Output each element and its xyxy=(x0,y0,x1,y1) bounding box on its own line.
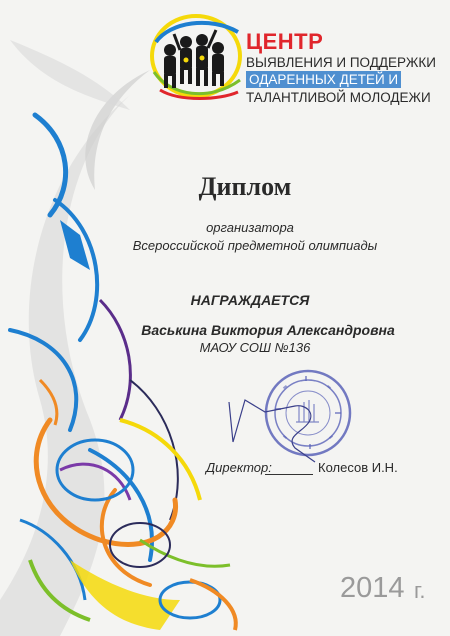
recipient-school: МАОУ СОШ №136 xyxy=(199,340,311,355)
logo-line-3: ОДАРЕННЫХ ДЕТЕЙ И xyxy=(246,71,401,88)
recipient-name: Васькина Виктория Александровна xyxy=(141,322,395,338)
signature-line xyxy=(265,474,313,475)
director-label: Директор: xyxy=(206,460,272,475)
year-suffix: г. xyxy=(414,578,426,603)
logo-title: ЦЕНТР xyxy=(246,29,324,54)
year-number: 2014 xyxy=(340,572,405,604)
organization-logo xyxy=(150,12,450,104)
blue-arc xyxy=(35,115,66,215)
logo-text-block xyxy=(246,30,436,106)
award-label: НАГРАЖДАЕТСЯ xyxy=(190,292,310,308)
logo-line-2: ВЫЯВЛЕНИЯ И ПОДДЕРЖКИ xyxy=(246,55,436,70)
logo-line-4: ТАЛАНТЛИВОЙ МОЛОДЕЖИ xyxy=(246,90,431,105)
director-name: Колесов И.Н. xyxy=(318,460,398,475)
diploma-subtitle-line2: Всероссийской предметной олимпиады xyxy=(132,238,378,253)
purple-arc xyxy=(100,300,130,420)
blue-triangle xyxy=(60,220,90,270)
gray-leaf-shape xyxy=(10,40,130,110)
children-silhouettes-icon xyxy=(150,12,246,104)
diploma-title: Диплом xyxy=(198,172,292,201)
diploma-subtitle-line1: организатора xyxy=(206,220,294,235)
